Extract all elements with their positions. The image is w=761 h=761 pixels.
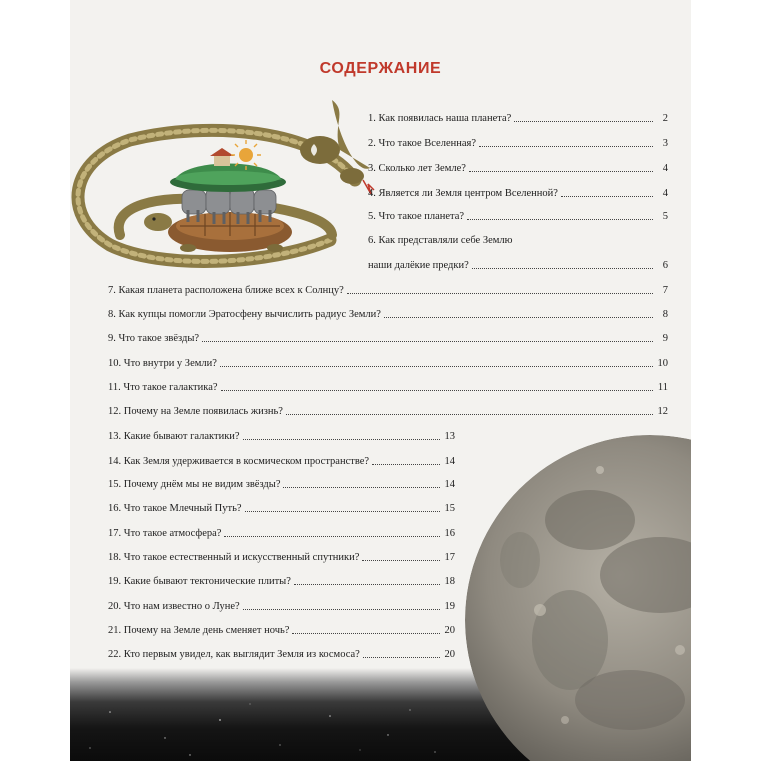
toc-item-text: Является ли Земля центром Вселенной?	[378, 188, 558, 199]
toc-item[interactable]	[108, 575, 455, 588]
toc-item-page: 4	[662, 188, 668, 199]
toc-item[interactable]	[368, 137, 668, 150]
toc-item-text: Какие бывают тектонические плиты?	[123, 576, 291, 587]
toc-dot-leader	[467, 219, 653, 220]
snake-turtle-elephants-illustration	[78, 100, 374, 261]
toc-dot-leader	[286, 414, 653, 415]
toc-item-label: Как представляли себе Землю	[378, 235, 513, 246]
toc-item[interactable]	[108, 600, 455, 613]
toc-item-page: 11	[657, 382, 668, 393]
toc-item-number: 8.	[108, 309, 116, 320]
moon-photo	[465, 435, 691, 761]
toc-item-label	[368, 187, 558, 200]
toc-item-number: 21.	[108, 625, 122, 636]
toc-dot-leader	[283, 487, 440, 488]
toc-item-page: 2	[662, 113, 668, 124]
toc-item-number: 3.	[368, 163, 376, 174]
toc-item-text: Как появилась наша планета?	[378, 113, 512, 124]
toc-item-text: Что такое естественный и искусственный спутники?	[123, 552, 360, 563]
toc-dot-leader	[362, 560, 440, 561]
toc-item-number: 10.	[108, 358, 122, 369]
toc-item-page: 4	[662, 163, 668, 174]
toc-item-page: 7	[662, 285, 668, 296]
toc-item-page: 3	[662, 138, 668, 149]
toc-item-number: 22.	[108, 649, 122, 660]
toc-dot-leader	[479, 146, 653, 147]
toc-item-label	[368, 162, 466, 175]
toc-item-number: 6.	[368, 235, 376, 246]
toc-item-text: Почему днём мы не видим звёзды?	[123, 479, 281, 490]
toc-item[interactable]	[108, 284, 668, 297]
toc-item-text: Что такое галактика?	[123, 382, 218, 393]
toc-dot-leader	[224, 536, 440, 537]
toc-item[interactable]	[108, 381, 668, 394]
toc-item[interactable]	[108, 455, 455, 468]
toc-item-number: 20.	[108, 601, 122, 612]
toc-item-text: Сколько лет Земле?	[378, 163, 466, 174]
toc-item-label	[108, 455, 369, 468]
toc-item-number: 18.	[108, 552, 122, 563]
toc-item-label	[368, 112, 511, 125]
toc-item-text: Что такое атмосфера?	[123, 528, 222, 539]
toc-item-number: 1.	[368, 113, 376, 124]
toc-item-page: 10	[657, 358, 668, 369]
toc-item-page: 19	[444, 601, 455, 612]
toc-item[interactable]	[368, 210, 668, 223]
toc-item-page: 20	[444, 649, 455, 660]
toc-item-label	[108, 308, 381, 321]
toc-item-text: Что такое звёзды?	[118, 333, 200, 344]
toc-item-page: 13	[444, 431, 455, 442]
toc-item-page: 8	[662, 309, 668, 320]
toc-item-label	[108, 600, 240, 613]
toc-item[interactable]	[108, 478, 455, 491]
toc-item-page: 20	[444, 625, 455, 636]
toc-item-page: 14	[444, 479, 455, 490]
toc-item-page: 6	[662, 260, 668, 271]
toc-item-label	[108, 381, 218, 394]
page-title: СОДЕРЖАНИЕ	[319, 60, 442, 77]
toc-dot-leader	[384, 317, 653, 318]
toc-item-page: 5	[662, 211, 668, 222]
toc-item-label	[108, 357, 217, 370]
toc-dot-leader	[372, 464, 440, 465]
toc-item[interactable]	[108, 502, 455, 515]
toc-item-text: Что нам известно о Луне?	[123, 601, 240, 612]
toc-item-number: 9.	[108, 333, 116, 344]
toc-item[interactable]	[108, 527, 455, 540]
toc-item-label	[108, 332, 199, 345]
toc-item-number: 11.	[108, 382, 121, 393]
toc-dot-leader	[561, 196, 653, 197]
toc-item-label	[368, 137, 476, 150]
toc-dot-leader	[221, 390, 653, 391]
toc-dot-leader	[472, 268, 653, 269]
toc-item-number: 12.	[108, 406, 122, 417]
stars	[89, 704, 435, 756]
toc-item-text: Как Земля удерживается в космическом пространстве?	[123, 456, 370, 467]
toc-item-text: Какая планета расположена ближе всех к Солнцу?	[118, 285, 344, 296]
toc-item-number: 19.	[108, 576, 122, 587]
toc-item-number: 17.	[108, 528, 122, 539]
toc-item-label	[108, 284, 344, 297]
book-page	[70, 0, 691, 761]
toc-item-label-continued: наши далёкие предки?	[368, 260, 469, 271]
toc-item-text: Что внутри у Земли?	[123, 358, 217, 369]
toc-item-text: Кто первым увидел, как выглядит Земля из космоса?	[123, 649, 360, 660]
toc-item-page: 15	[444, 503, 455, 514]
toc-item-page: 9	[662, 333, 668, 344]
toc-dot-leader	[292, 633, 440, 634]
toc-dot-leader	[202, 341, 653, 342]
toc-item[interactable]	[368, 234, 668, 272]
toc-item-text: Какие бывают галактики?	[123, 431, 240, 442]
toc-item-page: 17	[444, 552, 455, 563]
toc-dot-leader	[243, 609, 440, 610]
toc-item-number: 13.	[108, 431, 122, 442]
toc-item[interactable]	[108, 308, 668, 321]
toc-item-number: 4.	[368, 188, 376, 199]
toc-item[interactable]	[108, 357, 668, 370]
toc-item[interactable]	[108, 430, 455, 443]
toc-item[interactable]	[368, 162, 668, 175]
toc-item[interactable]	[108, 648, 455, 661]
toc-dot-leader	[220, 366, 653, 367]
toc-item-label	[108, 575, 291, 588]
toc-item[interactable]	[108, 332, 668, 345]
toc-item[interactable]	[108, 551, 455, 564]
toc-item-number: 7.	[108, 285, 116, 296]
toc-item-text: Что такое Вселенная?	[378, 138, 476, 149]
toc-item-page: 18	[444, 576, 455, 587]
toc-item-page: 14	[444, 456, 455, 467]
toc-item-label	[108, 624, 289, 637]
toc-item-label	[108, 648, 360, 661]
toc-item-label	[108, 527, 221, 540]
toc-dot-leader	[243, 439, 440, 440]
toc-item-number: 16.	[108, 503, 122, 514]
toc-item-label	[368, 210, 464, 223]
toc-item-text: Что такое планета?	[378, 211, 465, 222]
toc-item-label	[108, 405, 283, 418]
toc-item-text: Почему на Земле появилась жизнь?	[123, 406, 283, 417]
toc-item-number: 15.	[108, 479, 122, 490]
toc-item-number: 5.	[368, 211, 376, 222]
toc-item-text: Что такое Млечный Путь?	[123, 503, 242, 514]
toc-item-label	[108, 478, 280, 491]
toc-item-number: 14.	[108, 456, 122, 467]
toc-item[interactable]	[108, 624, 455, 637]
toc-dot-leader	[347, 293, 653, 294]
toc-item-label	[108, 502, 242, 515]
toc-item-text: Почему на Земле день сменяет ночь?	[123, 625, 290, 636]
toc-item-label	[108, 430, 240, 443]
toc-item-page: 12	[657, 406, 668, 417]
toc-dot-leader	[469, 171, 653, 172]
toc-item[interactable]	[108, 405, 668, 418]
toc-item[interactable]	[368, 187, 668, 200]
toc-item[interactable]	[368, 112, 668, 125]
toc-item-label	[108, 551, 359, 564]
toc-item-number: 2.	[368, 138, 376, 149]
toc-item-page: 16	[444, 528, 455, 539]
toc-dot-leader	[363, 657, 440, 658]
toc-dot-leader	[245, 511, 440, 512]
toc-dot-leader	[514, 121, 653, 122]
toc-item-text: Как купцы помогли Эратосфену вычислить радиус Земли?	[118, 309, 381, 320]
toc-dot-leader	[294, 584, 440, 585]
